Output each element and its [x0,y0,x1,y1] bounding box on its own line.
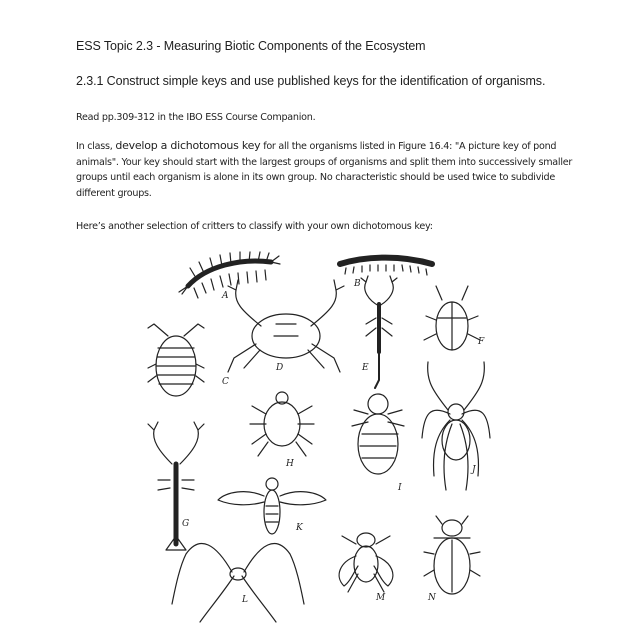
centipede-illustration [179,252,280,298]
figure-label-d: D [276,363,284,373]
figure-label-l: L [242,595,248,605]
page-title: ESS Topic 2.3 - Measuring Biotic Components of the Ecosystem [76,39,426,53]
crab-illustration [228,280,344,372]
bee-illustration [218,478,326,534]
task-rest: for all the organisms listed in Figure 16.4: "A picture key of pond animals". Your key should start with the largest groups of organisms and split them into successively smaller groups until each organism is alone in its own group. No characteristic should be used twice to subdivide different groups. [76,141,573,199]
louse-illustration [352,394,404,474]
figure-label-c: C [222,377,229,387]
task-emphasis: develop a dichotomous key [115,139,261,152]
bug-illustration [424,286,480,350]
figure-label-b: B [354,279,361,289]
harvestman-illustration [172,544,304,622]
crayfish-illustration [148,422,204,550]
selection-prompt: Here’s another selection of critters to classify with your own dichotomous key: [76,221,433,232]
task-paragraph [76,138,576,201]
figure-label-a: A [222,291,229,301]
task-intro: In class, [76,141,116,152]
critters-figure [136,244,516,626]
figure-label-f: F [478,337,485,347]
beetle-illustration [424,516,480,594]
critters-illustration [136,244,516,626]
figure-label-i: I [398,483,402,493]
figure-label-h: H [286,459,294,469]
reading-instruction: Read pp.309-312 in the IBO ESS Course Companion. [76,112,316,123]
section-heading: 2.3.1 Construct simple keys and use published keys for the identification of organisms. [76,74,546,88]
figure-label-m: M [376,593,386,603]
figure-label-j: J [472,465,476,475]
figure-label-n: N [428,593,436,603]
figure-label-k: K [296,523,303,533]
fly-illustration [339,533,393,592]
figure-label-e: E [362,363,369,373]
tick-illustration [250,392,314,456]
pillbug-illustration [148,324,204,396]
spider-illustration [422,362,490,490]
millipede-illustration [340,258,432,275]
figure-label-g: G [182,519,190,529]
